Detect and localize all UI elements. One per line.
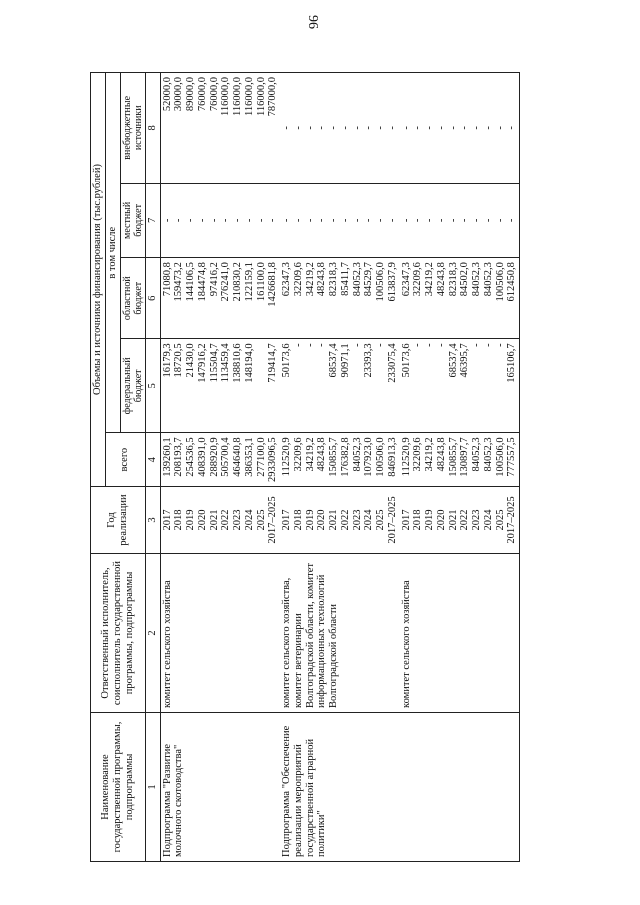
header-total: всего: [105, 433, 145, 487]
col-num: 8: [145, 73, 160, 184]
federal-values: 50173,6 - - - 68537,4 46395,7 - - - 165106,7: [400, 339, 520, 433]
program-name: Подпрограмма "Обеспечение реализации мероприятий государственной аграрной политики": [280, 713, 400, 862]
extra-values: 52000,0 30000,0 89000,0 76000,0 76000,0 116000,0 116000,0 116000,0 116000,0 787000,0: [160, 73, 280, 184]
years: 2017 2018 2019 2020 2021 2022 2023 2024 2025 2017–2025: [400, 487, 520, 554]
col-num: 1: [145, 713, 160, 862]
table-row: [160, 73, 280, 862]
col-num: 5: [145, 339, 160, 433]
header-year: Год реализации: [91, 487, 146, 554]
col-num: 7: [145, 183, 160, 258]
program-name: [400, 713, 520, 862]
federal-values: 50173,6 - - - 68537,4 90971,1 - 23393,3 - 233075,4: [280, 339, 400, 433]
header-executor: Ответственный исполнитель, соисполнитель государственной программы, подпрограммы: [91, 554, 146, 713]
col-num: 6: [145, 258, 160, 339]
regional-values: 62347,3 32209,6 34219,2 48243,8 82318,3 85411,7 84052,3 84529,7 100506,0 613837,9: [280, 258, 400, 339]
table-row: [400, 73, 520, 862]
header-regional: областной бюджет: [120, 258, 145, 339]
header-in-number: в том числе: [105, 73, 120, 433]
years: 2017 2018 2019 2020 2021 2022 2023 2024 2025 2017–2025: [280, 487, 400, 554]
rotated-table-container: [90, 72, 610, 862]
program-name: Подпрограмма "Развитие молочного скотоводства": [160, 713, 280, 862]
federal-values: 16179,3 18720,5 21430,0 147916,2 115504,7 113459,4 138810,6 148194,0 719414,7: [160, 339, 280, 433]
executor: комитет сельского хозяйства, комитет ветеринарии Волгоградской области, комитет информационных технологий Волгоградской области: [280, 554, 400, 713]
header-local: местный бюджет: [120, 183, 145, 258]
col-num: 4: [145, 433, 160, 487]
header-program: Наименование государственной программы, подпрограммы: [91, 713, 146, 862]
header-federal: федеральный бюджет: [120, 339, 145, 433]
page-number: 96: [305, 15, 320, 29]
regional-values: 62347,3 32209,6 34219,2 48243,8 82318,3 84502,0 84052,3 84052,3 100506,0 612450,8: [400, 258, 520, 339]
table-row: [280, 73, 400, 862]
total-values: 139260,1 208193,7 254536,5 408391,0 288920,9 505700,4 464640,8 386353,1 277100,0 2933096,5: [160, 433, 280, 487]
regional-values: 71080,8 159473,2 144106,5 184474,8 97416,2 276241,0 210830,2 122159,1 161100,0 1426681,8: [160, 258, 280, 339]
local-values: - - - - - - - - - -: [160, 183, 280, 258]
total-values: 112520,9 32209,6 34219,2 48243,8 150855,7 130897,7 84052,3 84052,3 100506,0 777557,5: [400, 433, 520, 487]
header-financing: Объемы и источники финансирования (тыс.рублей): [91, 73, 106, 487]
financing-table: [90, 72, 520, 862]
extra-values: - - - - - - - - - -: [400, 73, 520, 184]
header-extra: внебюджетные источники: [120, 73, 145, 184]
executor: комитет сельского хозяйства: [160, 554, 280, 713]
executor: комитет сельского хозяйства: [400, 554, 520, 713]
local-values: - - - - - - - - - -: [400, 183, 520, 258]
col-num: 3: [145, 487, 160, 554]
total-values: 112520,9 32209,6 34219,2 48243,8 150855,7 176382,8 84052,3 107923,0 100506,0 846913,3: [280, 433, 400, 487]
local-values: - - - - - - - - - -: [280, 183, 400, 258]
extra-values: - - - - - - - - - -: [280, 73, 400, 184]
years: 2017 2018 2019 2020 2021 2022 2023 2024 2025 2017–2025: [160, 487, 280, 554]
col-num: 2: [145, 554, 160, 713]
